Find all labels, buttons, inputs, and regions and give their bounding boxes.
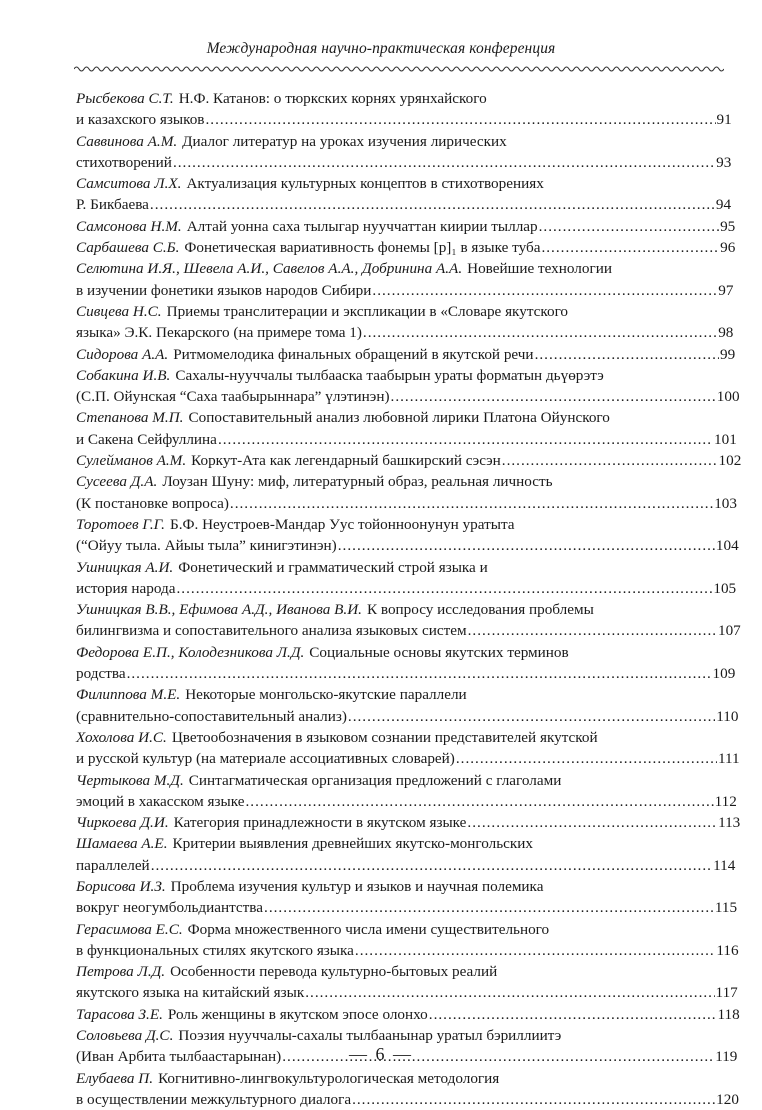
toc-line xyxy=(76,88,722,109)
dot-leader xyxy=(429,1004,717,1025)
page-number: — 6 — xyxy=(349,1044,413,1064)
toc-author: Сидорова А.А. xyxy=(76,345,169,363)
toc-author: Сулейманов А.М. xyxy=(76,452,187,470)
toc-title: Диалог литератур на уроках изучения лирических xyxy=(182,132,507,150)
toc-entry xyxy=(76,237,736,258)
dot-leader xyxy=(205,109,715,130)
dot-leader xyxy=(338,535,715,556)
toc-title: родства xyxy=(76,665,126,683)
toc-author: Герасимова Е.С. xyxy=(76,920,183,938)
toc-line xyxy=(76,706,739,727)
toc-entry xyxy=(76,88,732,131)
toc-line xyxy=(76,1004,740,1025)
toc-title: (“Ойуу тыла. Айыы тыла” кинигэтинэн) xyxy=(76,537,337,555)
toc-title: Приемы транслитерации и экспликации в «Словаре якутского xyxy=(166,302,569,320)
toc-line xyxy=(76,131,722,152)
toc-page-number: 91 xyxy=(716,111,732,129)
dot-leader xyxy=(363,322,717,343)
dot-leader xyxy=(246,791,714,812)
toc-title: (С.П. Ойунская “Саха таабырыннара” үлэтинэн) xyxy=(76,388,390,406)
toc-entry xyxy=(76,961,738,1004)
toc-title: Критерии выявления древнейших якутско-монгольских xyxy=(172,835,533,853)
dot-leader xyxy=(127,663,712,684)
toc-line xyxy=(76,897,738,918)
toc-title: (Иван Арбита тылбаастарынан) xyxy=(76,1048,282,1066)
toc-line xyxy=(76,280,734,301)
toc-author: Соловьева Д.С. xyxy=(76,1027,174,1045)
toc-line xyxy=(76,471,722,492)
toc-entry xyxy=(76,471,737,514)
toc-title: Актуализация культурных концептов в стихотворениях xyxy=(186,175,544,193)
toc-line xyxy=(76,493,737,514)
toc-title: Сахалы-нууччалы тылбааска таабырын ураты форматын дьүөрэтэ xyxy=(175,366,604,384)
toc-title: языка» Э.К. Пекарского (на примере тома 1) xyxy=(76,324,362,342)
toc-entry xyxy=(76,642,736,685)
toc-line xyxy=(76,770,722,791)
toc-line xyxy=(76,109,732,130)
dot-leader xyxy=(230,493,713,514)
toc-title: Синтагматическая организация предложений с глаголами xyxy=(188,771,562,789)
toc-page-number: 101 xyxy=(714,430,737,448)
toc-entry xyxy=(76,131,732,174)
toc-page-number: 95 xyxy=(720,217,736,235)
toc-line xyxy=(76,535,739,556)
toc-title: Новейшие технологии xyxy=(467,260,612,278)
toc-page-number: 105 xyxy=(713,579,737,597)
toc-line xyxy=(76,173,722,194)
dot-leader xyxy=(264,897,714,918)
toc-title: Некоторые монгольско-якутские параллели xyxy=(185,686,467,704)
toc-line xyxy=(76,791,737,812)
toc-entry xyxy=(76,684,739,727)
toc-author: Ушницкая В.В., Ефимова А.Д., Иванова В.И. xyxy=(76,601,362,619)
toc-title: Проблема изучения культур и языков и научная полемика xyxy=(170,877,544,895)
toc-page-number: 97 xyxy=(718,281,734,299)
toc-title: (сравнительно-сопоставительный анализ) xyxy=(76,707,347,725)
toc-author: Борисова И.З. xyxy=(76,877,166,895)
toc-title: в функциональных стилях якутского языка xyxy=(76,941,354,959)
toc-title: в изучении фонетики языков народов Сибири xyxy=(76,281,372,299)
toc-entry xyxy=(76,216,736,237)
toc-line xyxy=(76,855,736,876)
toc-line xyxy=(76,940,739,961)
dot-leader xyxy=(352,1089,715,1110)
toc-line xyxy=(76,982,738,1003)
toc-page-number: 107 xyxy=(717,622,741,640)
toc-page-number: 98 xyxy=(718,324,734,342)
toc-entry xyxy=(76,812,741,833)
toc-entry xyxy=(76,1004,740,1025)
toc-author: Степанова М.П. xyxy=(76,409,184,427)
toc-page-number: 109 xyxy=(712,665,736,683)
toc-page-number: 100 xyxy=(716,388,740,406)
toc-page-number: 102 xyxy=(718,452,742,470)
toc-line xyxy=(76,1068,722,1089)
dot-leader xyxy=(502,450,718,471)
toc-page-number: 116 xyxy=(716,941,739,959)
toc-entry xyxy=(76,727,740,770)
toc-title: Алтай уонна саха тылыгар нууччаттан киирии тыллар xyxy=(186,217,538,235)
toc-title: Когнитивно-лингвокультурологическая методология xyxy=(158,1069,500,1087)
toc-line xyxy=(76,237,736,258)
toc-title: Форма множественного числа имени существительного xyxy=(187,920,550,938)
toc-line xyxy=(76,365,722,386)
toc-title: вокруг неогумбольдиантства xyxy=(76,899,264,917)
toc-author: Сусеева Д.А. xyxy=(76,473,158,491)
toc-author: Федорова Е.П., Колодезникова Л.Д. xyxy=(76,643,305,661)
toc-line xyxy=(76,514,722,535)
toc-entry xyxy=(76,876,738,919)
toc-page-number: 94 xyxy=(715,196,732,214)
toc-line xyxy=(76,557,722,578)
toc-entry xyxy=(76,599,741,642)
toc-page-number: 110 xyxy=(716,707,739,725)
toc-line xyxy=(76,833,722,854)
conference-header: Международная научно-практическая конференция xyxy=(206,40,556,57)
toc-line xyxy=(76,258,722,279)
dot-leader xyxy=(177,578,713,599)
table-of-contents xyxy=(76,88,742,1110)
toc-entry xyxy=(76,344,736,365)
toc-title: якутского языка на китайский язык xyxy=(76,984,305,1002)
toc-entry xyxy=(76,450,742,471)
toc-line xyxy=(76,322,734,343)
toc-author: Сивцева Н.С. xyxy=(76,302,162,320)
toc-title: Сопоставительный анализ любовной лирики Платона Ойунского xyxy=(188,409,610,427)
dot-leader xyxy=(468,620,717,641)
toc-entry xyxy=(76,919,739,962)
toc-title: (К постановке вопроса) xyxy=(76,494,229,512)
toc-line xyxy=(76,194,732,215)
toc-author: Тарасова З.Е. xyxy=(76,1005,163,1023)
toc-entry xyxy=(76,514,739,557)
toc-line xyxy=(76,748,740,769)
toc-title: эмоций в хакасском языке xyxy=(76,792,245,810)
toc-line xyxy=(76,642,722,663)
toc-page-number: 103 xyxy=(714,494,737,512)
toc-author: Хохолова И.С. xyxy=(76,728,167,746)
toc-title: Роль женщины в якутском эпосе олонхо xyxy=(167,1005,428,1023)
toc-entry xyxy=(76,833,736,876)
toc-line xyxy=(76,876,722,897)
toc-author: Филиппова М.Е. xyxy=(76,686,181,704)
toc-author: Собакина И.В. xyxy=(76,366,171,384)
dot-leader xyxy=(467,812,717,833)
toc-entry xyxy=(76,301,734,344)
toc-line xyxy=(76,961,722,982)
toc-page-number: 99 xyxy=(720,345,736,363)
toc-title: история народа xyxy=(76,579,176,597)
toc-page-number: 111 xyxy=(717,750,740,768)
toc-entry xyxy=(76,407,737,450)
toc-page-number: 117 xyxy=(715,984,738,1002)
toc-line xyxy=(76,152,732,173)
toc-page-number: 96 xyxy=(720,239,736,257)
toc-line xyxy=(76,663,736,684)
toc-author: Самсонова Н.М. xyxy=(76,217,182,235)
toc-title: Коркут-Ата как легендарный башкирский сэсэн xyxy=(191,452,501,470)
toc-line xyxy=(76,301,722,322)
toc-line xyxy=(76,599,722,620)
dot-leader xyxy=(456,748,717,769)
toc-page-number: 118 xyxy=(717,1005,740,1023)
toc-title: билингвизма и сопоставительного анализа языковых систем xyxy=(76,622,467,640)
toc-page-number: 115 xyxy=(714,899,738,917)
dot-leader xyxy=(173,152,715,173)
dot-leader xyxy=(541,237,719,258)
toc-title: Б.Ф. Неустроев-Мандар Уус тойонноонунун уратыта xyxy=(169,515,515,533)
toc-entry xyxy=(76,557,737,600)
toc-entry xyxy=(76,365,740,408)
toc-page-number: 104 xyxy=(715,537,739,555)
toc-author: Самситова Л.Х. xyxy=(76,175,182,193)
toc-page-number: 119 xyxy=(715,1048,738,1066)
toc-author: Елубаева П. xyxy=(76,1069,154,1087)
dot-leader xyxy=(535,344,719,365)
toc-line xyxy=(76,407,722,428)
toc-page-number: 93 xyxy=(716,153,732,171)
toc-line xyxy=(76,429,737,450)
toc-title: и казахского языков xyxy=(76,111,205,129)
toc-title: в осуществлении межкультурного диалога xyxy=(76,1090,352,1108)
toc-author: Сарбашева С.Б. xyxy=(76,239,180,257)
toc-title: и русской культур (на материале ассоциативных словарей) xyxy=(76,750,455,768)
toc-line xyxy=(76,684,722,705)
dot-leader xyxy=(372,280,717,301)
toc-line xyxy=(76,216,736,237)
toc-line xyxy=(76,919,722,940)
toc-title: Н.Ф. Катанов: о тюркских корнях урянхайского xyxy=(178,90,487,107)
dot-leader xyxy=(539,216,719,237)
toc-page-number: 112 xyxy=(714,792,737,810)
toc-entry xyxy=(76,258,734,301)
toc-title: и Сакена Сейфуллина xyxy=(76,430,217,448)
toc-title: Р. Бикбаева xyxy=(76,196,149,214)
toc-title: стихотворений xyxy=(76,153,172,171)
toc-page-number: 113 xyxy=(718,814,741,832)
toc-title: Фонетическая вариативность фонемы [р]₁ в языке туба xyxy=(184,239,541,257)
toc-page-number: 114 xyxy=(713,856,736,874)
toc-author: Рысбекова С.Т. xyxy=(76,90,174,107)
toc-line xyxy=(76,727,722,748)
toc-page-number: 120 xyxy=(716,1090,739,1108)
toc-entry xyxy=(76,770,737,813)
toc-author: Чертыкова М.Д. xyxy=(76,771,184,789)
toc-author: Ушницкая А.И. xyxy=(76,558,174,576)
dot-leader xyxy=(355,940,715,961)
toc-author: Шамаева А.Е. xyxy=(76,835,168,853)
toc-title: Фонетический и грамматический строй языка и xyxy=(178,558,488,576)
toc-title: Ритмомелодика финальных обращений в якутской речи xyxy=(173,345,534,363)
toc-title: Категория принадлежности в якутском языке xyxy=(173,814,467,832)
toc-title: Цветообозначения в языковом сознании представителей якутской xyxy=(171,728,598,746)
dot-leader xyxy=(305,982,714,1003)
toc-author: Петрова Л.Д. xyxy=(76,963,166,981)
wavy-divider xyxy=(74,62,724,76)
toc-title: К вопросу исследования проблемы xyxy=(366,601,594,619)
toc-line xyxy=(76,1089,739,1110)
toc-title: Особенности перевода культурно-бытовых реалий xyxy=(170,963,498,981)
toc-line xyxy=(76,386,740,407)
dot-leader xyxy=(218,429,713,450)
toc-title: параллелей xyxy=(76,856,150,874)
toc-line xyxy=(76,578,737,599)
toc-entry xyxy=(76,173,732,216)
dot-leader xyxy=(150,194,715,215)
toc-author: Торотоев Г.Г. xyxy=(76,515,165,533)
dot-leader xyxy=(348,706,715,727)
toc-line xyxy=(76,450,742,471)
toc-author: Селютина И.Я., Шевела А.И., Савелов А.А., Добринина А.А. xyxy=(76,260,463,278)
toc-author: Чиркоева Д.И. xyxy=(76,814,169,832)
toc-author: Саввинова А.М. xyxy=(76,132,178,150)
toc-title: Социальные основы якутских терминов xyxy=(309,643,569,661)
toc-line xyxy=(76,812,741,833)
toc-line xyxy=(76,344,736,365)
dot-leader xyxy=(151,855,712,876)
toc-title: Поэзия нууччалы-сахалы тылбаанынар уратыл бэриллиитэ xyxy=(178,1027,562,1045)
toc-title: Лоузан Шуну: миф, литературный образ, реальная личность xyxy=(162,473,553,491)
dot-leader xyxy=(391,386,716,407)
toc-line xyxy=(76,620,741,641)
